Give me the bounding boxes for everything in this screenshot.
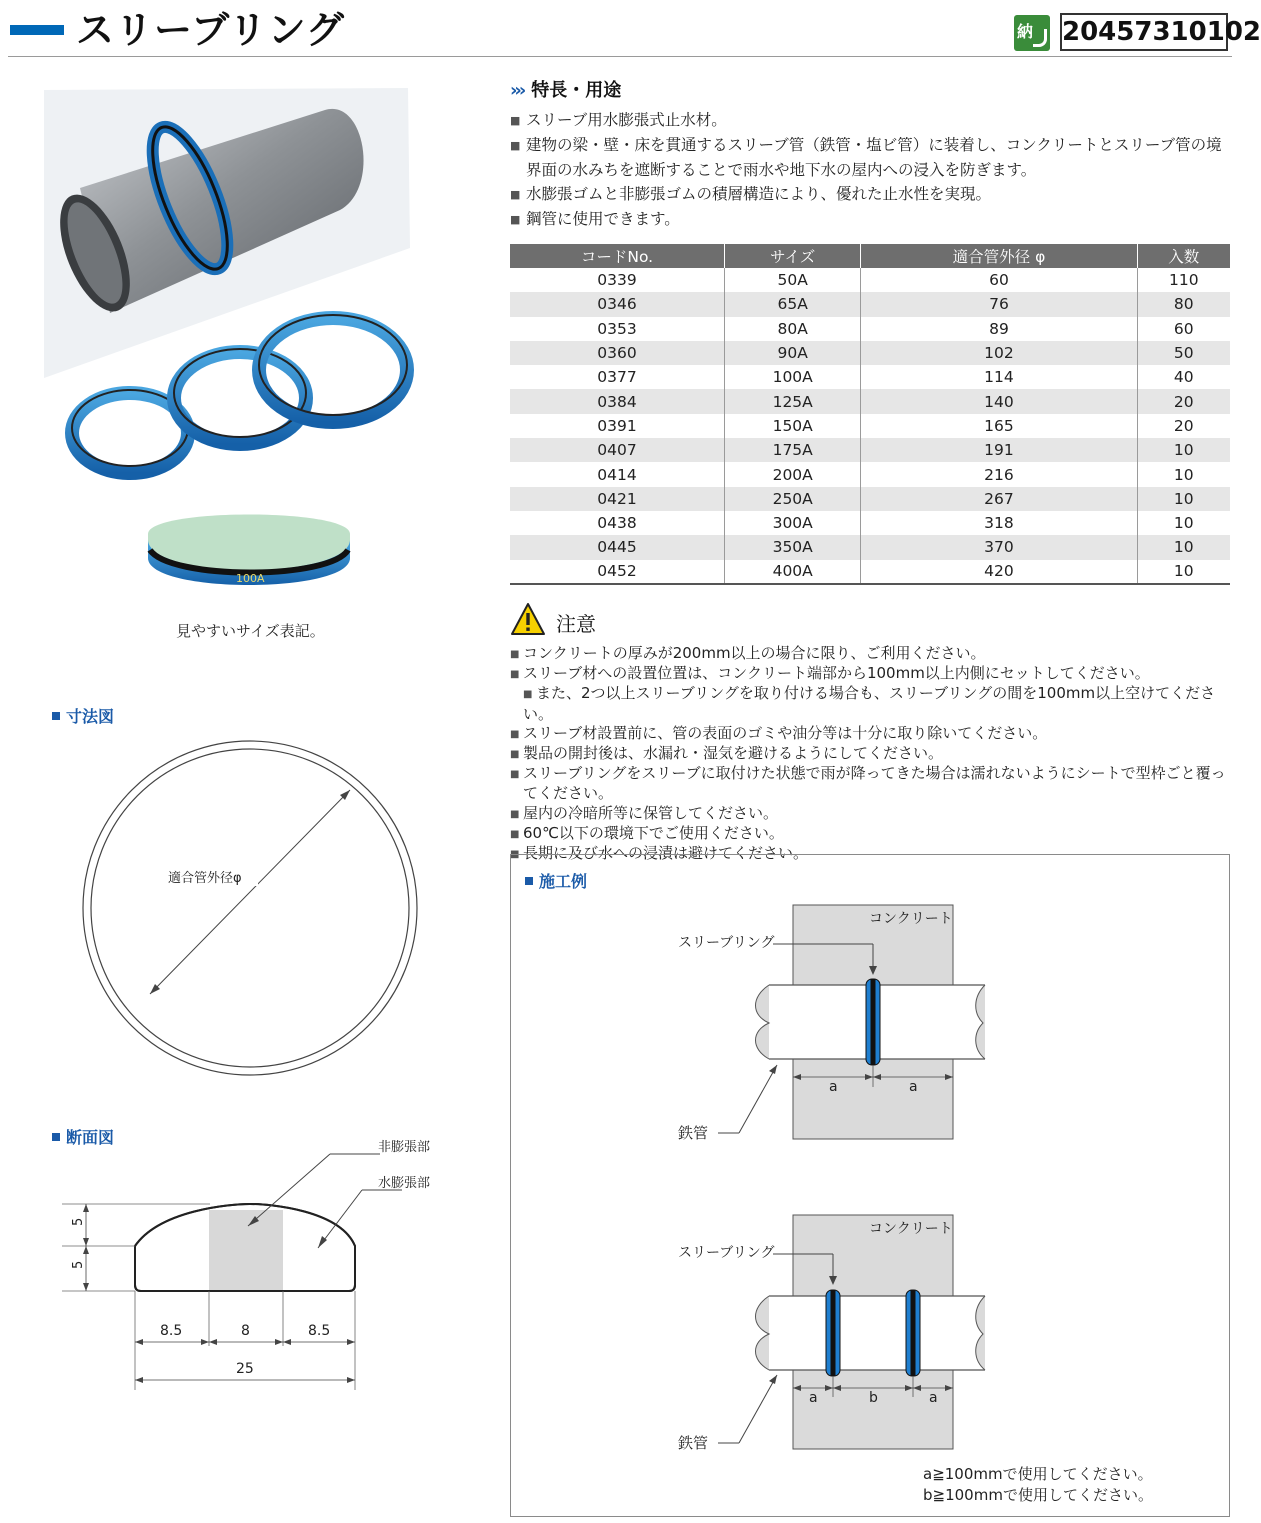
cell-size: 300A bbox=[724, 511, 860, 535]
product-photo bbox=[40, 88, 420, 608]
delivery-badge-icon bbox=[1014, 15, 1050, 51]
caution-item: ■ 製品の開封後は、水漏れ・湿気を避けるようにしてください。 bbox=[510, 744, 1235, 764]
cell-quantity: 20 bbox=[1137, 389, 1230, 413]
pipe-label-2: 鉄管 bbox=[678, 1434, 709, 1452]
cell-diameter: 420 bbox=[861, 560, 1137, 584]
table-row bbox=[510, 438, 1230, 462]
feature-item: ■ 水膨張ゴムと非膨張ゴムの積層構造により、優れた止水性を実現。 bbox=[510, 182, 1232, 207]
cell-size: 250A bbox=[724, 487, 860, 511]
cell-diameter: 140 bbox=[861, 389, 1137, 413]
features-list bbox=[510, 108, 1232, 232]
table-row bbox=[510, 389, 1230, 413]
caution-list bbox=[510, 644, 1235, 864]
feature-item: ■ スリーブ用水膨張式止水材。 bbox=[510, 108, 1232, 133]
warning-icon bbox=[510, 602, 546, 636]
cell-diameter: 114 bbox=[861, 365, 1137, 389]
cell-diameter: 191 bbox=[861, 438, 1137, 462]
cell-diameter: 318 bbox=[861, 511, 1137, 535]
section-drawing bbox=[40, 1130, 460, 1390]
cell-diameter: 60 bbox=[861, 268, 1137, 292]
col-header-diameter: 適合管外径 φ bbox=[861, 244, 1137, 268]
non-expanding-label: 非膨張部 bbox=[378, 1140, 431, 1155]
dimension-drawing bbox=[80, 738, 420, 1078]
cell-code: 0421 bbox=[510, 487, 724, 511]
caution-item: ■ スリーブリングをスリーブに取付けた状態で雨が降ってきた場合は濡れないようにシートで型枠ごと覆ってください。 bbox=[510, 764, 1235, 803]
cell-code: 0452 bbox=[510, 560, 724, 584]
cell-quantity: 80 bbox=[1137, 292, 1230, 316]
photo-caption: 見やすいサイズ表記。 bbox=[176, 622, 325, 640]
cell-diameter: 370 bbox=[861, 535, 1137, 559]
cell-diameter: 76 bbox=[861, 292, 1137, 316]
caution-heading: 注意 bbox=[556, 612, 596, 636]
cell-diameter: 102 bbox=[861, 341, 1137, 365]
height-lower-value: 5 bbox=[71, 1260, 86, 1269]
page-title: スリーブリング bbox=[76, 8, 345, 52]
table-row bbox=[510, 268, 1230, 292]
spec-table bbox=[510, 244, 1230, 585]
concrete-label-2: コンクリート bbox=[869, 1221, 953, 1237]
cell-size: 65A bbox=[724, 292, 860, 316]
table-row bbox=[510, 535, 1230, 559]
ring-label-2: スリーブリング bbox=[678, 1245, 775, 1261]
dim-b-label: b bbox=[869, 1390, 878, 1406]
cell-quantity: 10 bbox=[1173, 465, 1194, 484]
water-expanding-label: 水膨張部 bbox=[378, 1176, 431, 1191]
cell-diameter: 216 bbox=[861, 462, 1137, 486]
construction-example-label: 施工例 bbox=[525, 869, 587, 892]
cell-code: 0339 bbox=[510, 268, 724, 292]
header-divider bbox=[8, 56, 1232, 57]
product-code: 20457310102 bbox=[1060, 13, 1228, 51]
cell-size: 125A bbox=[724, 389, 860, 413]
feature-item: ■ 建物の梁・壁・床を貫通するスリーブ管（鉄管・塩ビ管）に装着し、コンクリートとスリーブ管の境界面の水みちを遮断することで雨水や地下水の屋内への浸入を防ぎます。 bbox=[510, 133, 1232, 182]
cell-quantity: 50 bbox=[1137, 341, 1230, 365]
cell-size: 350A bbox=[724, 535, 860, 559]
height-upper-value: 5 bbox=[71, 1217, 86, 1226]
cell-quantity: 10 bbox=[1137, 487, 1230, 511]
cell-size: 150A bbox=[724, 414, 860, 438]
table-row bbox=[510, 317, 1230, 341]
col-header-size: サイズ bbox=[724, 244, 860, 268]
dim-a-label: a bbox=[809, 1390, 818, 1406]
cell-diameter: 89 bbox=[861, 317, 1137, 341]
cell-quantity: 60 bbox=[1173, 319, 1194, 338]
cell-code: 0346 bbox=[510, 292, 724, 316]
cell-quantity: 20 bbox=[1173, 416, 1194, 435]
dim-a-label: a bbox=[929, 1390, 938, 1406]
width-left-value: 8.5 bbox=[160, 1323, 183, 1339]
cell-quantity: 10 bbox=[1137, 438, 1230, 462]
col-header-code: コードNo. bbox=[510, 244, 724, 268]
caution-item: ■ 60℃以下の環境下でご使用ください。 bbox=[510, 824, 1235, 844]
width-total-value: 25 bbox=[236, 1361, 254, 1377]
table-row bbox=[510, 341, 1230, 365]
section-drawing-label: 断面図 bbox=[52, 1125, 114, 1148]
cell-size: 400A bbox=[724, 560, 860, 584]
caution-item: ■ スリーブ材設置前に、管の表面のゴミや油分等は十分に取り除いてください。 bbox=[510, 724, 1235, 744]
cell-quantity: 40 bbox=[1173, 368, 1194, 387]
cell-code: 0377 bbox=[510, 365, 724, 389]
title-accent-bar bbox=[10, 25, 64, 35]
features-heading: ››› 特長・用途 bbox=[510, 80, 622, 101]
cell-code: 0414 bbox=[510, 462, 724, 486]
cell-diameter: 267 bbox=[861, 487, 1137, 511]
caution-item: ■ スリーブ材への設置位置は、コンクリート端部から100mm以上内側にセットしてください。 bbox=[510, 664, 1235, 684]
cell-size: 80A bbox=[724, 317, 860, 341]
cell-size: 175A bbox=[724, 438, 860, 462]
cell-quantity: 110 bbox=[1168, 271, 1199, 290]
concrete-label-1: コンクリート bbox=[869, 911, 953, 927]
cell-size: 100A bbox=[724, 365, 860, 389]
cell-code: 0445 bbox=[510, 535, 724, 559]
cell-code: 0360 bbox=[510, 341, 724, 365]
col-header-quantity: 入数 bbox=[1137, 244, 1230, 268]
dim-a-label: a bbox=[909, 1079, 918, 1095]
width-right-value: 8.5 bbox=[308, 1323, 331, 1339]
caution-item: ■ 長期に及び水への浸漬は避けてください。 bbox=[510, 844, 1235, 864]
table-row bbox=[510, 511, 1230, 535]
note-b: b≧100mmで使用してください。 bbox=[923, 1486, 1153, 1504]
cell-code: 0353 bbox=[510, 317, 724, 341]
table-row bbox=[510, 292, 1230, 316]
cell-code: 0384 bbox=[510, 389, 724, 413]
dim-a-label: a bbox=[829, 1079, 838, 1095]
cell-code: 0391 bbox=[510, 414, 724, 438]
cell-quantity: 10 bbox=[1137, 535, 1230, 559]
feature-item: ■ 鋼管に使用できます。 bbox=[510, 207, 1232, 232]
width-center-value: 8 bbox=[241, 1323, 250, 1339]
caution-item: ■ コンクリートの厚みが200mm以上の場合に限り、ご利用ください。 bbox=[510, 644, 1235, 664]
table-row bbox=[510, 365, 1230, 389]
cell-code: 0407 bbox=[510, 438, 724, 462]
note-a: a≧100mmで使用してください。 bbox=[923, 1465, 1153, 1483]
table-row bbox=[510, 462, 1230, 486]
table-row bbox=[510, 487, 1230, 511]
ring-size-print: 100A bbox=[236, 572, 265, 585]
cell-diameter: 165 bbox=[861, 414, 1137, 438]
pipe-label-1: 鉄管 bbox=[678, 1124, 709, 1142]
cell-size: 50A bbox=[724, 268, 860, 292]
construction-example-box bbox=[510, 854, 1230, 1517]
cell-code: 0438 bbox=[510, 511, 724, 535]
cell-quantity: 10 bbox=[1173, 514, 1194, 533]
table-header-row bbox=[510, 244, 1230, 268]
dimension-drawing-label: 寸法図 bbox=[52, 704, 114, 727]
table-row bbox=[510, 414, 1230, 438]
caution-item: ■ 屋内の冷暗所等に保管してください。 bbox=[510, 804, 1235, 824]
cell-size: 90A bbox=[724, 341, 860, 365]
cell-quantity: 10 bbox=[1137, 560, 1230, 584]
cell-size: 200A bbox=[724, 462, 860, 486]
table-row bbox=[510, 560, 1230, 584]
diameter-label: 適合管外径φ bbox=[168, 871, 242, 886]
construction-diagram bbox=[511, 855, 1231, 1518]
badge-label: 納 bbox=[1017, 22, 1034, 41]
ring-label-1: スリーブリング bbox=[678, 935, 775, 951]
caution-item-continued: ■ また、2つ以上スリーブリングを取り付ける場合も、スリーブリングの間を100mm以上空けてください。 bbox=[510, 684, 1235, 723]
